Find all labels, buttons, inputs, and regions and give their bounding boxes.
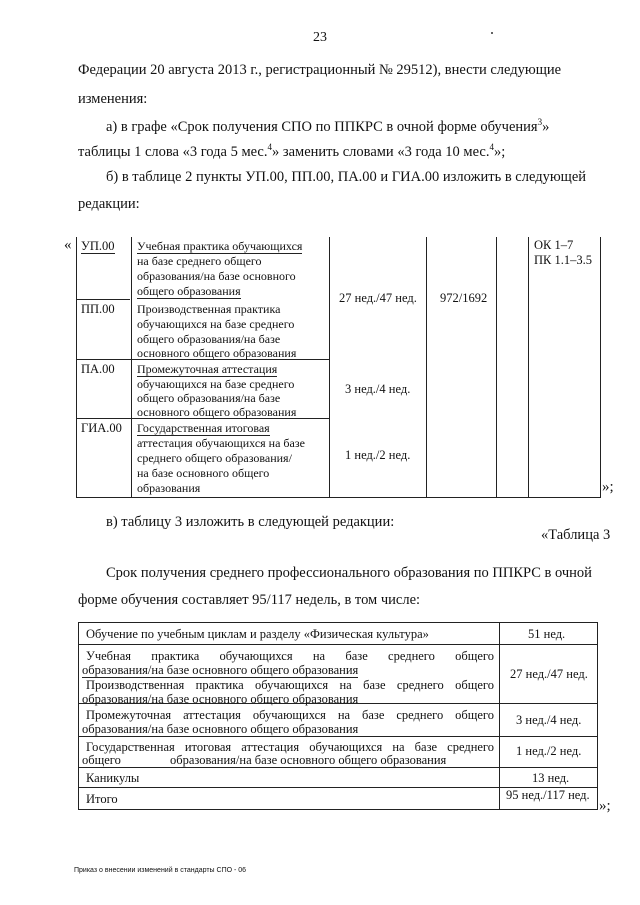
scan-speck <box>491 32 493 34</box>
t3-hline <box>78 736 598 737</box>
t3-gia-line2b: образования/на базе основного общего образования <box>170 753 447 767</box>
table3-intro-line1: Срок получения среднего профессионального образования по ППКРС в очной <box>106 565 592 581</box>
t3-vline <box>78 622 79 810</box>
table2-close-quote: »; <box>602 479 614 495</box>
t3-total-label: Итого <box>86 792 118 806</box>
t2-desc-line: Государственная итоговая <box>137 421 270 435</box>
t2-desc-line: Производственная практика <box>137 302 281 316</box>
t3-practice-prod-line2: образования/на базе основного общего образования <box>82 692 359 706</box>
t3-gia-line1: Государственная итоговая аттестация обучающихся на базе среднего <box>86 740 494 754</box>
t3-pa-value: 3 нед./4 нед. <box>516 713 582 727</box>
t2-desc-line: обучающихся на базе среднего <box>137 377 295 391</box>
t3-hline <box>78 644 598 645</box>
t2-desc-line: на базе среднего общего <box>137 254 262 268</box>
t3-practice-edu-line1: Учебная практика обучающихся на базе среднего общего <box>86 649 494 663</box>
t2-vline <box>496 237 497 498</box>
para1-line2: изменения: <box>78 91 148 107</box>
t3-vline <box>597 622 598 810</box>
t2-desc-line: образования/на базе основного <box>137 269 296 283</box>
t2-desc-line: обучающихся на базе среднего <box>137 317 295 331</box>
t2-desc-line: общего образования/на базе <box>137 332 281 346</box>
para-a-text2: таблицы 1 слова «3 года 5 мес. <box>78 144 268 160</box>
table3-intro-line2: форме обучения составляет 95/117 недель, в том числе: <box>78 592 421 608</box>
t2-vline <box>76 237 77 498</box>
para1-line1: Федерации 20 августа 2013 г., регистрационный № 29512), внести следующие <box>78 62 562 78</box>
para-a-end: »; <box>493 144 506 160</box>
footnote-4: 4 <box>267 142 272 153</box>
t3-cycles-label: Обучение по учебным циклам и разделу «Физическая культура» <box>86 627 429 641</box>
t2-desc-line: образования <box>137 481 201 495</box>
t3-vline <box>499 622 500 810</box>
t3-practice-edu-line2: образования/на базе основного общего образования <box>82 663 359 677</box>
para-c: в) таблицу 3 изложить в следующей редакции: <box>106 514 395 530</box>
t2-hline <box>76 299 130 300</box>
table3-close-quote: »; <box>599 798 611 814</box>
t3-total-value: 95 нед./117 нед. <box>506 788 590 802</box>
para-a-quote: » <box>542 119 550 135</box>
para-a-line1 <box>106 118 549 136</box>
t2-desc-line: Промежуточная аттестация <box>137 362 278 376</box>
t2-code-gia: ГИА.00 <box>81 421 122 435</box>
table3-label: «Таблица 3 <box>541 527 611 543</box>
t2-hline-bottom <box>76 497 601 498</box>
page-number: 23 <box>313 30 327 45</box>
t2-desc-line: Учебная практика обучающихся <box>137 239 303 253</box>
t2-code-pa: ПА.00 <box>81 362 115 376</box>
para-b-line1: б) в таблице 2 пункты УП.00, ПП.00, ПА.00 и ГИА.00 изложить в следующей <box>106 169 587 185</box>
t3-practice-prod-line1: Производственная практика обучающихся на базе среднего общего <box>86 678 494 692</box>
footnote-3: 3 <box>537 117 543 128</box>
t2-desc-line: общего образования <box>137 284 241 298</box>
t2-weeks-practice: 27 нед./47 нед. <box>339 291 417 305</box>
para-a-text: а) в графе «Срок получения СПО по ППКРС в очной форме обучения <box>106 119 538 135</box>
t2-weeks-gia: 1 нед./2 нед. <box>345 448 411 462</box>
t2-competency-ok: ОК 1–7 <box>534 238 574 252</box>
t2-vline <box>426 237 427 498</box>
t2-desc-line: среднего общего образования/ <box>137 451 292 465</box>
t3-gia-value: 1 нед./2 нед. <box>516 744 582 758</box>
t3-practice-value: 27 нед./47 нед. <box>510 667 588 681</box>
t3-hline <box>78 767 598 768</box>
t3-vacation-value: 13 нед. <box>532 771 570 785</box>
t2-competency-pk: ПК 1.1–3.5 <box>534 253 592 267</box>
t2-code-up: УП.00 <box>81 239 115 253</box>
footnote-4b: 4 <box>489 142 494 153</box>
t2-weeks-pa: 3 нед./4 нед. <box>345 382 411 396</box>
t3-cycles-value: 51 нед. <box>528 627 566 641</box>
para-a-line2 <box>78 143 505 161</box>
t2-hours-practice: 972/1692 <box>440 291 488 305</box>
t2-desc-line: основного общего образования <box>137 405 297 419</box>
footer-note: Приказ о внесении изменений в стандарты СПО - 06 <box>74 867 247 874</box>
t2-vline <box>131 237 132 498</box>
t3-hline <box>78 809 598 810</box>
t2-desc-line: на базе основного общего <box>137 466 270 480</box>
t2-vline <box>528 237 529 498</box>
t2-code-pp: ПП.00 <box>81 302 115 316</box>
t3-vacation-label: Каникулы <box>86 771 140 785</box>
para-b-line2: редакции: <box>78 196 140 212</box>
t3-pa-line2: образования/на базе основного общего образования <box>82 722 359 736</box>
t3-hline <box>78 622 598 623</box>
t2-desc-line: основного общего образования <box>137 346 297 360</box>
t2-desc-line: общего образования/на базе <box>137 391 281 405</box>
t2-vline <box>329 237 330 498</box>
t2-desc-line: аттестация обучающихся на базе <box>137 436 305 450</box>
table2-open-quote: « <box>64 237 72 253</box>
t3-gia-line2a: общего <box>82 753 121 767</box>
t3-pa-line1: Промежуточная аттестация обучающихся на базе среднего общего <box>86 708 494 722</box>
t2-vline <box>600 237 601 498</box>
para-a-text3: » заменить словами «3 года 10 мес. <box>272 144 490 160</box>
